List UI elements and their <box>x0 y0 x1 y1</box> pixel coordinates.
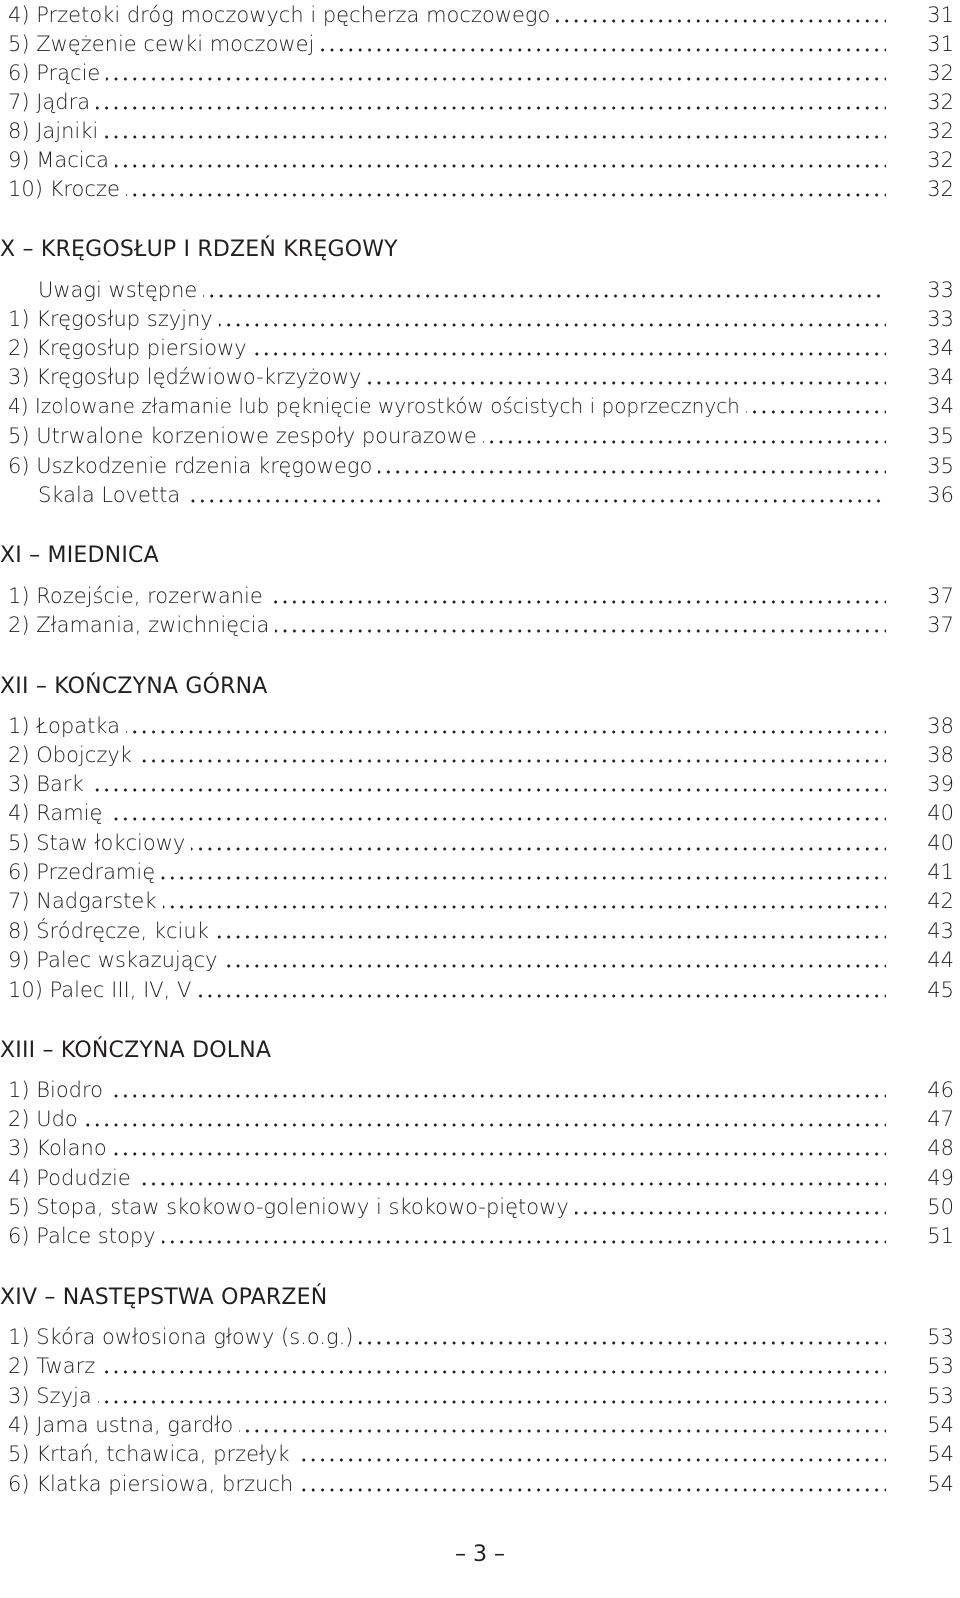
section-heading: XIII – KOŃCZYNA DOLNA <box>0 1038 272 1063</box>
toc-entry-title: 3) Bark <box>8 772 90 796</box>
toc-entry-page: 53 <box>894 1322 954 1352</box>
toc-entry-title: 5) Zwężenie cewki moczowej <box>8 32 320 56</box>
section-heading: XIV – NASTĘPSTWA OPARZEŃ <box>0 1285 328 1310</box>
toc-entry-title: 10) Palec III, IV, V <box>8 978 197 1002</box>
toc-entry-page: 33 <box>894 304 954 334</box>
toc-entry[interactable] <box>8 1469 954 1499</box>
toc-entry-title: 8) Śródręcze, kciuk <box>8 919 215 943</box>
toc-entry-title: 3) Szyja <box>8 1384 98 1408</box>
toc-entry-page: 45 <box>894 975 954 1005</box>
toc-entry[interactable] <box>8 581 954 611</box>
toc-entry-page: 48 <box>894 1133 954 1163</box>
toc-entry-page: 40 <box>894 828 954 858</box>
toc-entry[interactable] <box>8 1163 954 1193</box>
toc-entry[interactable] <box>8 740 954 770</box>
toc-entry[interactable] <box>8 1351 954 1381</box>
toc-entry-page: 41 <box>894 857 954 887</box>
toc-entry-page: 47 <box>894 1104 954 1134</box>
toc-entry-page: 43 <box>894 916 954 946</box>
toc-entry-page: 53 <box>894 1351 954 1381</box>
toc-entry-page: 54 <box>894 1439 954 1469</box>
toc-entry[interactable] <box>8 769 954 799</box>
toc-entry[interactable] <box>8 610 954 640</box>
toc-entry[interactable] <box>8 975 954 1005</box>
toc-entry[interactable] <box>8 798 954 828</box>
toc-entry-page: 32 <box>894 58 954 88</box>
toc-entry-page: 50 <box>894 1192 954 1222</box>
toc-entry[interactable] <box>8 304 954 334</box>
toc-entry-title: 2) Obojczyk <box>8 743 138 767</box>
toc-entry-page: 51 <box>894 1221 954 1251</box>
toc-entry-page: 54 <box>894 1410 954 1440</box>
toc-entry[interactable] <box>8 1192 954 1222</box>
toc-entry-page: 36 <box>894 480 954 510</box>
toc-entry[interactable] <box>8 857 954 887</box>
toc-entry-page: 34 <box>894 391 954 421</box>
toc-entry-title: 6) Uszkodzenie rdzenia kręgowego <box>8 454 378 478</box>
toc-entry-title: 1) Skóra owłosiona głowy (s.o.g.) <box>8 1325 359 1349</box>
toc-entry-page: 53 <box>894 1381 954 1411</box>
toc-entry-title: 6) Klatka piersiowa, brzuch <box>8 1472 299 1496</box>
toc-entry[interactable] <box>8 87 954 117</box>
toc-entry-page: 49 <box>894 1163 954 1193</box>
toc-entry-page: 35 <box>894 451 954 481</box>
toc-entry-title: 9) Macica <box>8 148 115 172</box>
toc-entry-title: 1) Rozejście, rozerwanie <box>8 584 269 608</box>
toc-entry[interactable] <box>8 391 954 421</box>
toc-entry-page: 32 <box>894 87 954 117</box>
toc-entry-title: 4) Izolowane złamanie lub pęknięcie wyrostków ościstych i poprzecznych <box>8 394 746 418</box>
toc-entry[interactable] <box>8 362 954 392</box>
section-heading: XI – MIEDNICA <box>0 543 159 568</box>
toc-entry[interactable] <box>8 1410 954 1440</box>
toc-entry-title: 6) Przedramię <box>8 860 161 884</box>
toc-entry-title: 5) Stopa, staw skokowo-goleniowy i skokowo-piętowy <box>8 1195 575 1219</box>
toc-entry-page: 37 <box>894 581 954 611</box>
toc-entry-title: 3) Kręgosłup lędźwiowo-krzyżowy <box>8 365 367 389</box>
toc-entry[interactable] <box>8 451 954 481</box>
toc-entry[interactable] <box>8 275 954 305</box>
toc-entry-page: 32 <box>894 174 954 204</box>
toc-entry-title: 3) Kolano <box>8 1136 113 1160</box>
toc-entry[interactable] <box>8 1133 954 1163</box>
toc-entry[interactable] <box>8 29 954 59</box>
toc-entry-title: 7) Jądra <box>8 90 96 114</box>
toc-entry-page: 40 <box>894 798 954 828</box>
toc-entry-title: 4) Przetoki dróg moczowych i pęcherza moczowego <box>8 3 556 27</box>
toc-entry-title: 4) Podudzie <box>8 1166 137 1190</box>
toc-entry[interactable] <box>8 1221 954 1251</box>
toc-entry-title: 5) Krtań, tchawica, przełyk <box>8 1442 296 1466</box>
toc-entry-page: 34 <box>894 333 954 363</box>
toc-entry-title: 6) Prącie <box>8 61 106 85</box>
toc-entry[interactable] <box>8 333 954 363</box>
toc-entry[interactable] <box>8 945 954 975</box>
toc-entry-page: 38 <box>894 711 954 741</box>
toc-entry-title: 10) Krocze <box>8 177 126 201</box>
toc-entry-page: 34 <box>894 362 954 392</box>
section-heading: X – KRĘGOSŁUP I RDZEŃ KRĘGOWY <box>0 237 398 262</box>
toc-entry[interactable] <box>8 58 954 88</box>
toc-entry[interactable] <box>8 916 954 946</box>
toc-entry[interactable] <box>8 1322 954 1352</box>
toc-entry[interactable] <box>8 421 954 451</box>
toc-entry-title: Skala Lovetta <box>38 483 186 507</box>
toc-entry[interactable] <box>8 828 954 858</box>
toc-entry[interactable] <box>8 174 954 204</box>
toc-entry-title: 1) Łopatka <box>8 714 126 738</box>
toc-entry-page: 35 <box>894 421 954 451</box>
toc-entry-page: 37 <box>894 610 954 640</box>
toc-entry-page: 33 <box>894 275 954 305</box>
toc-entry[interactable] <box>8 1075 954 1105</box>
toc-entry[interactable] <box>8 145 954 175</box>
toc-entry[interactable] <box>8 0 954 30</box>
toc-entry-title: 4) Jama ustna, gardło <box>8 1413 239 1437</box>
toc-entry-title: 5) Utrwalone korzeniowe zespoły pourazowe <box>8 424 483 448</box>
toc-entry-page: 42 <box>894 886 954 916</box>
page-number: – 3 – <box>455 1542 505 1567</box>
toc-entry-title: 2) Złamania, zwichnięcia <box>8 613 275 637</box>
toc-entry-title: 1) Biodro <box>8 1078 109 1102</box>
toc-entry[interactable] <box>8 1381 954 1411</box>
toc-entry-title: 9) Palec wskazujący <box>8 948 224 972</box>
toc-entry[interactable] <box>8 1104 954 1134</box>
toc-entry[interactable] <box>8 1439 954 1469</box>
toc-entry[interactable] <box>8 711 954 741</box>
toc-entry-title: 2) Udo <box>8 1107 84 1131</box>
toc-entry-title: 2) Kręgosłup piersiowy <box>8 336 253 360</box>
toc-entry-page: 32 <box>894 116 954 146</box>
toc-entry-page: 38 <box>894 740 954 770</box>
toc-entry[interactable] <box>8 480 954 510</box>
toc-entry-title: 1) Kręgosłup szyjny <box>8 307 219 331</box>
toc-entry-page: 54 <box>894 1469 954 1499</box>
section-heading: XII – KOŃCZYNA GÓRNA <box>0 674 268 699</box>
toc-entry-page: 39 <box>894 769 954 799</box>
toc-entry-page: 32 <box>894 145 954 175</box>
toc-entry[interactable] <box>8 886 954 916</box>
toc-entry-page: 46 <box>894 1075 954 1105</box>
toc-entry-page: 44 <box>894 945 954 975</box>
toc-entry-title: 8) Jajniki <box>8 119 104 143</box>
toc-entry-title: 5) Staw łokciowy <box>8 831 191 855</box>
toc-entry[interactable] <box>8 116 954 146</box>
toc-entry-page: 31 <box>894 0 954 30</box>
toc-entry-title: 6) Palce stopy <box>8 1224 162 1248</box>
toc-entry-page: 31 <box>894 29 954 59</box>
toc-entry-title: 4) Ramię <box>8 801 108 825</box>
toc-entry-title: Uwagi wstępne <box>38 278 203 302</box>
toc-entry-title: 2) Twarz <box>8 1354 101 1378</box>
toc-entry-title: 7) Nadgarstek <box>8 889 163 913</box>
